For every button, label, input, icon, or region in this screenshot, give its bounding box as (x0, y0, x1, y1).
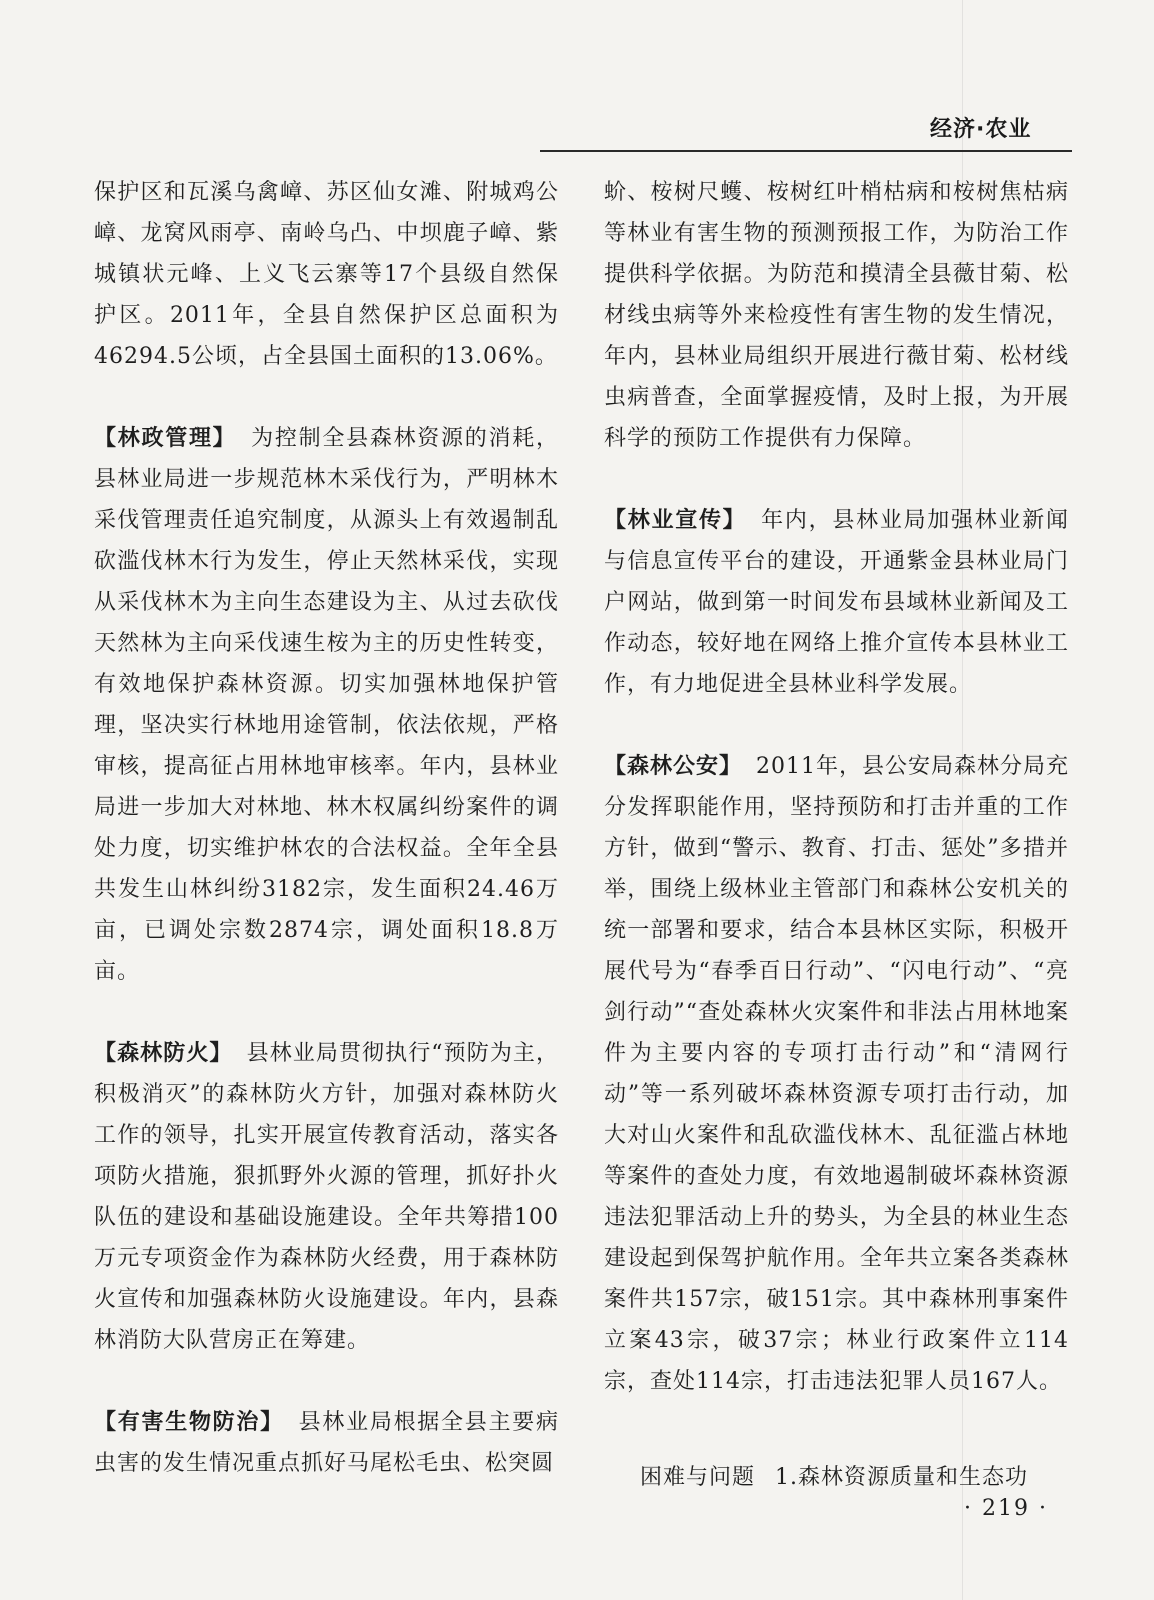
left-column (94, 172, 559, 1484)
section-forest-police (604, 746, 1069, 1402)
right-column (604, 172, 1069, 1402)
paragraph-text: 年内，县林业局加强林业新闻与信息宣传平台的建设，开通紫金县林业局门户网站，做到第一时间发布县域林业新闻及工作动态，较好地在网络上推介宣传本县林业工作，有力地促进全县林业科学发展。 (604, 508, 1069, 697)
difficulties-heading-line (640, 1460, 1070, 1491)
difficulties-label: 困难与问题 (640, 1465, 756, 1490)
paragraph-text: 保护区和瓦溪乌禽嶂、苏区仙女滩、附城鸡公嶂、龙窝风雨亭、南岭乌凸、中坝鹿子嶂、紫城镇状元峰、上义飞云寨等17个县级自然保护区。2011年，全县自然保护区总面积为46294.5公顷，占全县国土面积的13.06%。 (94, 180, 559, 369)
section-forest-administration (94, 418, 559, 992)
paragraph-text: 为控制全县森林资源的消耗，县林业局进一步规范林木采伐行为，严明林木采伐管理责任追究制度，从源头上有效遏制乱砍滥伐林木行为发生，停止天然林采伐，实现从采伐林木为主向生态建设为主、从过去砍伐天然林为主向采伐速生桉为主的历史性转变，有效地保护森林资源。切实加强林地保护管理，坚决实行林地用途管制，依法依规，严格审核，提高征占用林地审核率。年内，县林业局进一步加大对林地、林木权属纠纷案件的调处力度，切实维护林农的合法权益。全年全县共发生山林纠纷3182宗，发生面积24.46万亩，已调处宗数2874宗，调处面积18.8万亩。 (94, 426, 559, 984)
running-head: 经济·农业 (930, 117, 1032, 142)
section-heading: 【有害生物防治】 (94, 1410, 284, 1435)
paragraph-text: 蚧、桉树尺蠖、桉树红叶梢枯病和桉树焦枯病等林业有害生物的预测预报工作，为防治工作提供科学依据。为防范和摸清全县薇甘菊、松材线虫病等外来检疫性有害生物的发生情况，年内，县林业局组织开展进行薇甘菊、松材线虫病普查，全面掌握疫情，及时上报，为开展科学的预防工作提供有力保障。 (604, 180, 1069, 451)
paragraph-nature-reserves (94, 172, 559, 377)
section-heading: 【林政管理】 (94, 426, 237, 451)
difficulties-text: 1.森林资源质量和生态功 (775, 1465, 1029, 1490)
paragraph-text: 县林业局根据全县主要病虫害的发生情况重点抓好马尾松毛虫、松突圆 (94, 1410, 559, 1476)
section-forestry-publicity (604, 500, 1069, 705)
header-rule (540, 150, 1072, 152)
section-heading: 【森林公安】 (604, 754, 743, 779)
paragraph-text: 县林业局贯彻执行“预防为主，积极消灭”的森林防火方针，加强对森林防火工作的领导，扎实开展宣传教育活动，落实各项防火措施，狠抓野外火源的管理，抓好扑火队伍的建设和基础设施建设。全年共筹措100万元专项资金作为森林防火经费，用于森林防火宣传和加强森林防火设施建设。年内，县森林消防大队营房正在筹建。 (94, 1041, 559, 1353)
section-heading: 【林业宣传】 (604, 508, 747, 533)
section-heading: 【森林防火】 (94, 1041, 233, 1066)
page-number: · 219 · (964, 1496, 1048, 1521)
paragraph-text: 2011年，县公安局森林分局充分发挥职能作用，坚持预防和打击并重的工作方针，做到“警示、教育、打击、惩处”多措并举，围绕上级林业主管部门和森林公安机关的统一部署和要求，结合本县林区实际，积极开展代号为“春季百日行动”、“闪电行动”、“亮剑行动”“查处森林火灾案件和非法占用林地案件为主要内容的专项打击行动”和“清网行动”等一系列破坏森林资源专项打击行动，加大对山火案件和乱砍滥伐林木、乱征滥占林地等案件的查处力度，有效地遏制破坏森林资源违法犯罪活动上升的势头，为全县的林业生态建设起到保驾护航作用。全年共立案各类森林案件共157宗，破151宗。其中森林刑事案件立案43宗，破37宗；林业行政案件立114宗，查处114宗，打击违法犯罪人员167人。 (604, 754, 1070, 1394)
paragraph-pest-forecast (604, 172, 1069, 459)
section-fire-prevention (94, 1033, 559, 1361)
section-pest-control (94, 1402, 559, 1484)
